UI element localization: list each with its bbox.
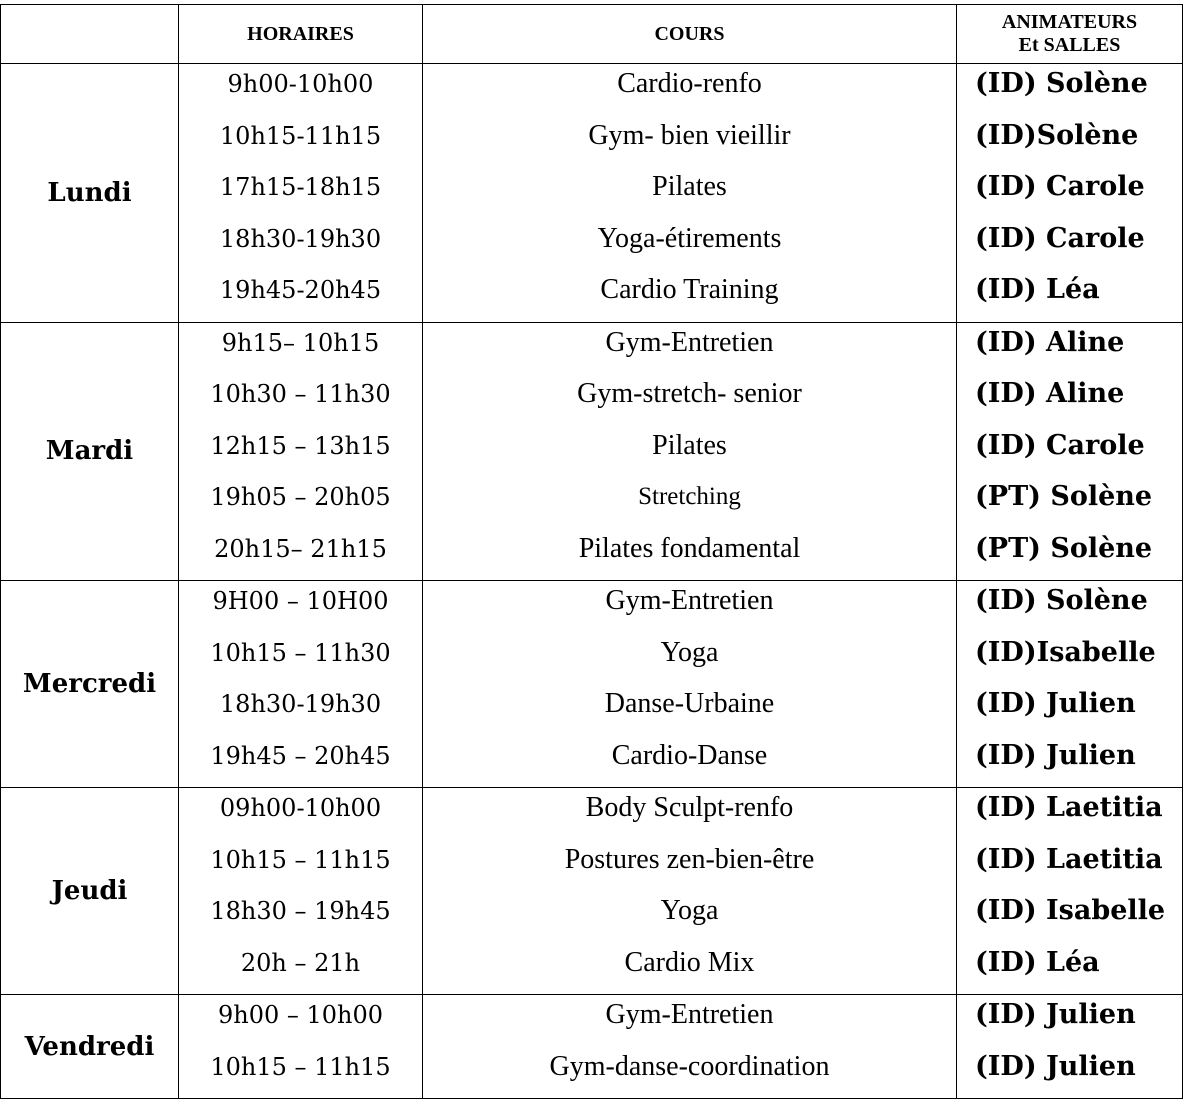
course-name: Gym-stretch- senior bbox=[577, 378, 802, 409]
time-slot: 10h15 – 11h15 bbox=[210, 1052, 391, 1081]
time-slot: 20h – 21h bbox=[240, 948, 361, 977]
course-name: Body Sculpt-renfo bbox=[585, 792, 794, 823]
animator-cell bbox=[957, 64, 1183, 323]
course-name: Danse-Urbaine bbox=[604, 688, 775, 719]
header-day bbox=[1, 5, 179, 64]
animator-name: (ID) Aline bbox=[975, 378, 1125, 409]
animator-name: (ID) Isabelle bbox=[975, 895, 1166, 926]
course-name: Cardio Mix bbox=[624, 946, 755, 978]
time-slot: 18h30-19h30 bbox=[219, 690, 382, 718]
animator-name: (ID)Solène bbox=[975, 119, 1139, 151]
animator-name: (PT) Solène bbox=[975, 481, 1153, 512]
time-slot: 9h00-10h00 bbox=[227, 70, 374, 98]
course-name: Gym-Entretien bbox=[605, 585, 774, 616]
time-slot: 19h45 – 20h45 bbox=[210, 741, 391, 770]
animator-name: (ID) Solène bbox=[975, 585, 1148, 616]
schedule-table bbox=[0, 4, 1183, 1099]
animator-cell bbox=[957, 995, 1183, 1099]
course-name: Yoga bbox=[660, 636, 719, 668]
animator-name: (ID) Léa bbox=[975, 274, 1100, 305]
course-cell bbox=[423, 995, 957, 1099]
day-label: Jeudi bbox=[1, 788, 179, 995]
course-cell bbox=[423, 322, 957, 581]
header-animateurs-line2: Et SALLES bbox=[1018, 34, 1121, 56]
animator-cell bbox=[957, 581, 1183, 788]
animator-cell bbox=[957, 788, 1183, 995]
course-name: Yoga-étirements bbox=[597, 222, 782, 254]
day-row-mercredi bbox=[1, 581, 1183, 788]
course-name: Gym-Entretien bbox=[605, 326, 774, 358]
header-row bbox=[1, 5, 1183, 64]
animator-name: (ID) Carole bbox=[975, 429, 1145, 461]
day-label: Mercredi bbox=[1, 581, 179, 788]
time-cell bbox=[179, 581, 423, 788]
course-name: Pilates bbox=[652, 171, 727, 202]
course-cell bbox=[423, 64, 957, 323]
time-slot: 18h30-19h30 bbox=[219, 224, 382, 253]
time-slot: 12h15 – 13h15 bbox=[210, 431, 391, 460]
day-label: Vendredi bbox=[1, 995, 179, 1099]
time-slot: 9h00 – 10h00 bbox=[217, 1001, 384, 1029]
animator-name: (ID) Carole bbox=[975, 222, 1145, 254]
course-name: Gym- bien vieillir bbox=[588, 119, 791, 151]
animator-name: (ID) Julien bbox=[975, 1050, 1136, 1082]
animator-name: (ID) Carole bbox=[975, 171, 1145, 202]
header-animateurs bbox=[957, 5, 1183, 64]
header-animateurs-line1: ANIMATEURS bbox=[1001, 11, 1138, 33]
animator-name: (ID) Laetitia bbox=[975, 792, 1163, 823]
time-slot: 19h05 – 20h05 bbox=[210, 483, 391, 511]
time-cell bbox=[179, 64, 423, 323]
animator-name: (ID)Isabelle bbox=[975, 636, 1156, 668]
course-name: Cardio-renfo bbox=[617, 68, 762, 99]
time-slot: 09h00-10h00 bbox=[219, 794, 382, 822]
animator-cell bbox=[957, 322, 1183, 581]
time-cell bbox=[179, 788, 423, 995]
header-horaires: HORAIRES bbox=[179, 5, 423, 64]
animator-name: (ID) Léa bbox=[975, 946, 1100, 978]
animator-name: (ID) Aline bbox=[975, 326, 1125, 358]
header-cours: COURS bbox=[423, 5, 957, 64]
course-name: Yoga bbox=[660, 895, 719, 926]
time-slot: 20h15– 21h15 bbox=[214, 534, 387, 563]
day-row-mardi bbox=[1, 322, 1183, 581]
course-cell bbox=[423, 788, 957, 995]
course-name: Stretching bbox=[638, 483, 741, 510]
day-label: Mardi bbox=[1, 322, 179, 581]
animator-name: (ID) Laetitia bbox=[975, 843, 1163, 875]
course-cell bbox=[423, 581, 957, 788]
course-name: Postures zen-bien-être bbox=[564, 843, 815, 875]
day-row-vendredi bbox=[1, 995, 1183, 1099]
animator-name: (ID) Solène bbox=[975, 68, 1148, 99]
course-name: Gym-danse-coordination bbox=[549, 1050, 830, 1082]
course-name: Gym-Entretien bbox=[605, 999, 774, 1030]
day-row-lundi bbox=[1, 64, 1183, 323]
time-slot: 19h45-20h45 bbox=[219, 276, 382, 304]
animator-name: (ID) Julien bbox=[975, 999, 1136, 1030]
time-slot: 9h15– 10h15 bbox=[221, 328, 380, 357]
time-cell bbox=[179, 995, 423, 1099]
animator-name: (ID) Julien bbox=[975, 688, 1136, 719]
course-name: Cardio-Danse bbox=[611, 739, 768, 771]
course-name: Cardio Training bbox=[600, 274, 779, 305]
time-slot: 9H00 – 10H00 bbox=[212, 587, 389, 615]
day-row-jeudi bbox=[1, 788, 1183, 995]
time-cell bbox=[179, 322, 423, 581]
course-name: Pilates fondamental bbox=[578, 532, 801, 564]
day-label: Lundi bbox=[1, 64, 179, 323]
time-slot: 18h30 – 19h45 bbox=[210, 897, 391, 925]
time-slot: 10h30 – 11h30 bbox=[210, 380, 391, 408]
course-name: Pilates bbox=[652, 429, 727, 461]
time-slot: 10h15 – 11h30 bbox=[210, 638, 391, 667]
animator-name: (ID) Julien bbox=[975, 739, 1136, 771]
time-slot: 10h15 – 11h15 bbox=[210, 845, 391, 874]
time-slot: 17h15-18h15 bbox=[219, 173, 382, 201]
time-slot: 10h15-11h15 bbox=[219, 121, 382, 150]
animator-name: (PT) Solène bbox=[975, 532, 1153, 564]
